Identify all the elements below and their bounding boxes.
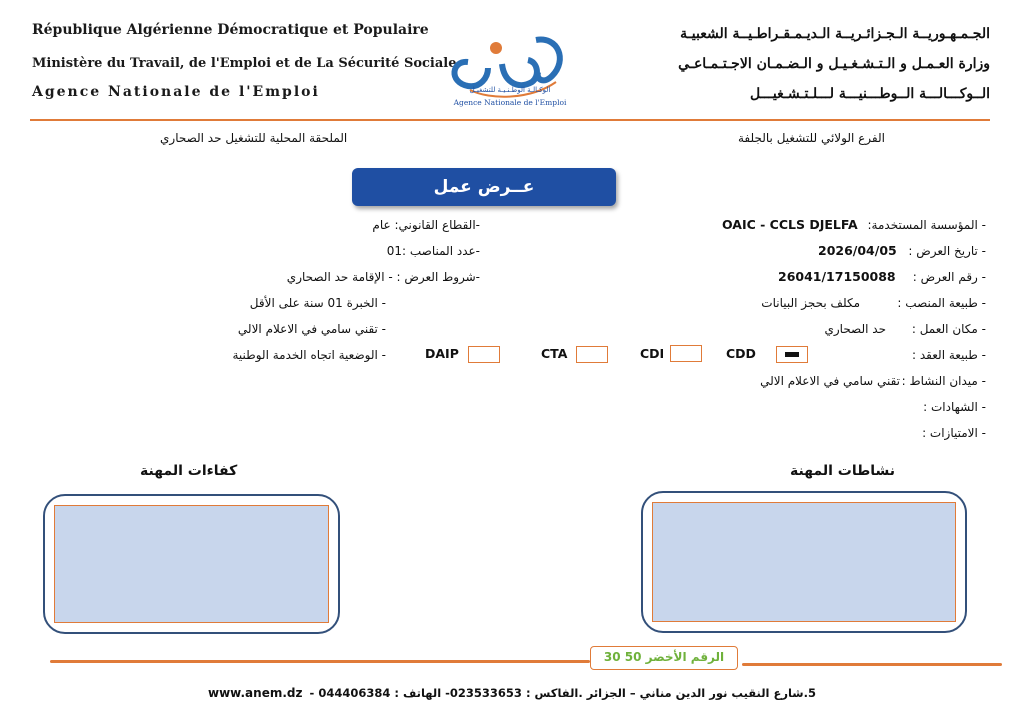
field-label-diplomas: - الشهادات : — [923, 400, 986, 414]
contract-label-daip: DAIP — [425, 346, 459, 361]
checkbox-cdi[interactable] — [670, 345, 702, 362]
field-label-contract-type: - طبيعة العقد : — [912, 348, 986, 362]
left-field-military-status: - الوضعية اتجاه الخدمة الوطنية — [232, 348, 386, 362]
activities-heading: نشاطات المهنة — [790, 463, 896, 479]
activities-content — [652, 502, 956, 622]
skills-content — [54, 505, 329, 623]
footer-line-right — [742, 663, 1002, 666]
activities-panel[interactable] — [641, 491, 967, 633]
footer-address: 5.شارع النقيب نور الدين مناني – الجزائر .الفاكس : 023533653- الهاتف : 044406384 - — [309, 686, 816, 700]
footer-website[interactable]: www.anem.dz — [208, 686, 303, 700]
field-label-workplace: - مكان العمل : — [911, 322, 986, 336]
header-ar-line2: وزارة العـمـل و الـتـشـغـيـل و الـضـمـان الاجـتـمـاعـي — [678, 56, 990, 72]
field-label-employer: - المؤسسة المستخدمة: — [867, 218, 986, 232]
branch-left: الملحقة المحلية للتشغيل حد الصحاري — [160, 131, 348, 145]
field-label-offer-number: - رقم العرض : — [912, 270, 986, 284]
footer-line-left — [50, 660, 590, 663]
field-label-benefits: - الامتيازات : — [922, 426, 986, 440]
checkbox-daip[interactable] — [468, 346, 500, 363]
left-field-conditions: -شروط العرض : - الإقامة حد الصحاري — [286, 270, 480, 284]
green-number: الرقم الأخضر 50 30 — [603, 650, 725, 664]
header-fr-line3: Agence Nationale de l'Emploi — [32, 84, 320, 100]
contract-label-cta: CTA — [541, 346, 568, 361]
left-field-qualification: - تقني سامي في الاعلام الالي — [237, 322, 386, 336]
contract-label-cdd: CDD — [726, 346, 756, 361]
header-ar-line1: الجـمـهـوريــة الـجـزائـريــة الـديـمـقـراطـيــة الشعبيـة — [680, 26, 990, 42]
skills-panel[interactable] — [43, 494, 340, 634]
contract-label-cdi: CDI — [640, 346, 665, 361]
left-field-legal-sector: -القطاع القانوني: عام — [372, 218, 480, 232]
field-label-activity: - ميدان النشاط : — [901, 374, 986, 388]
checkbox-cdd-mark — [785, 352, 799, 357]
field-label-position: - طبيعة المنصب : — [897, 296, 986, 310]
left-field-experience: - الخبرة 01 سنة على الأقل — [249, 296, 386, 310]
title-banner — [352, 168, 616, 206]
field-value-offer-date: 2026/04/05 — [818, 243, 897, 258]
header-ar-line3: الــوكـــالـــة الــوطـــنيـــة لـــلـتـشـغيـــل — [749, 86, 990, 102]
header-fr-line2: Ministère du Travail, de l'Emploi et de La Sécurité Sociale — [32, 56, 457, 71]
branch-right: الفرع الولائي للتشغيل بالجلفة — [738, 131, 885, 145]
checkbox-cta[interactable] — [576, 346, 608, 363]
field-value-workplace: حد الصحاري — [824, 322, 886, 336]
field-value-employer: OAIC - CCLS DJELFA — [722, 217, 858, 232]
header-fr-line1: République Algérienne Démocratique et Populaire — [32, 22, 429, 38]
page-title: عــرض عمل — [433, 177, 535, 197]
field-value-position: مكلف بحجز البيانات — [761, 296, 860, 310]
anem-logo — [440, 20, 580, 112]
checkbox-cdd[interactable] — [776, 346, 808, 363]
logo-ar-text: الوكـالـة الوطـنـيـة للتشغيـل — [469, 86, 551, 94]
logo-fr-text: Agence Nationale de l'Emploi — [453, 98, 567, 107]
field-value-activity: تقني سامي في الاعلام الالي — [760, 374, 900, 388]
field-value-offer-number: 26041/17150088 — [778, 269, 896, 284]
field-label-offer-date: - تاريخ العرض : — [908, 244, 986, 258]
green-number-box — [590, 646, 738, 670]
left-field-positions-count: -عدد المناصب :01 — [386, 244, 480, 258]
header-divider — [30, 119, 990, 121]
skills-heading: كفاءات المهنة — [140, 463, 238, 479]
